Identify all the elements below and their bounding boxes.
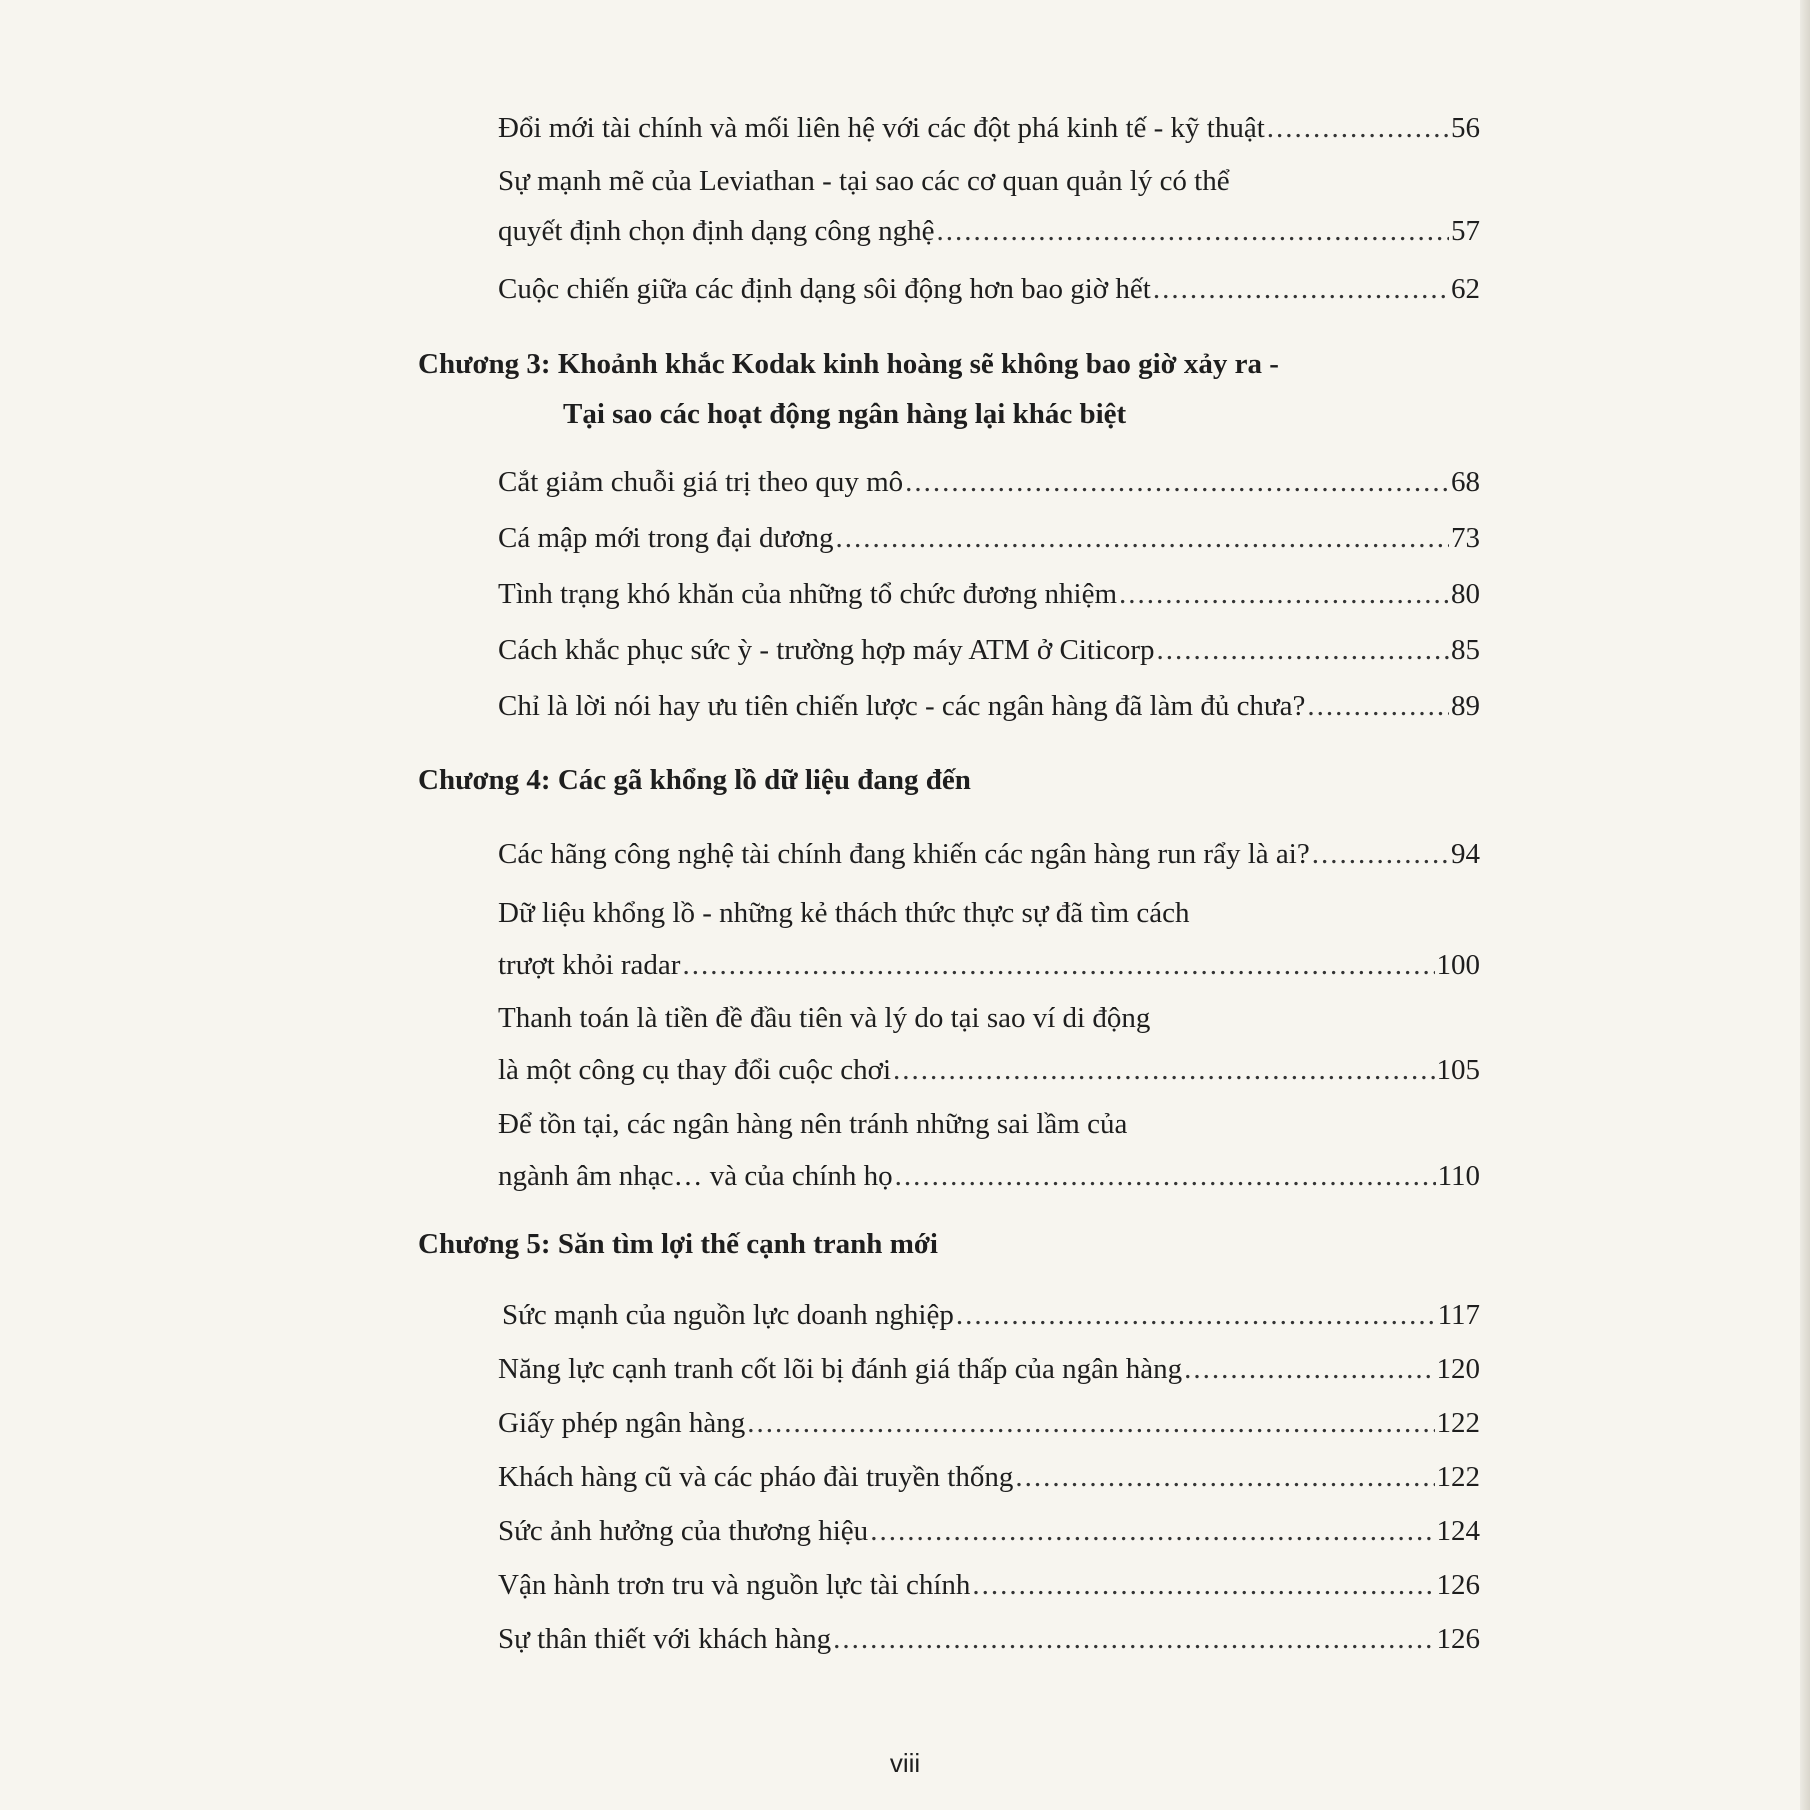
toc-entry-title: Cắt giảm chuỗi giá trị theo quy mô bbox=[498, 466, 904, 498]
toc-page-number: 124 bbox=[1436, 1515, 1480, 1547]
toc-entry-title: Vận hành trơn tru và nguồn lực tài chính bbox=[498, 1569, 971, 1601]
toc-entry-title: là một công cụ thay đổi cuộc chơi bbox=[498, 1054, 892, 1086]
toc-entry-title: trượt khỏi radar bbox=[498, 949, 681, 981]
toc-entry bbox=[498, 454, 1480, 510]
toc-entry bbox=[502, 1287, 1480, 1343]
toc-entry bbox=[498, 678, 1480, 734]
toc-entry-title: Giấy phép ngân hàng bbox=[498, 1407, 746, 1439]
toc-entry-title: Sức ảnh hưởng của thương hiệu bbox=[498, 1515, 869, 1547]
toc-entry-title: Cách khắc phục sức ỳ - trường hợp máy ATM ở Citicorp bbox=[498, 634, 1155, 666]
toc-page-number: 68 bbox=[1451, 466, 1480, 498]
toc-entry-title-line1: Dữ liệu khổng lồ - những kẻ thách thức thực sự đã tìm cách bbox=[498, 897, 1190, 929]
toc-entry-title: Các hãng công nghệ tài chính đang khiến các ngân hàng run rẩy là ai? bbox=[498, 838, 1310, 870]
toc-entry-title: Năng lực cạnh tranh cốt lõi bị đánh giá thấp của ngân hàng bbox=[498, 1353, 1183, 1385]
toc-entry-title-line1: Để tồn tại, các ngân hàng nên tránh những sai lầm của bbox=[498, 1108, 1128, 1140]
toc-entry-title: Tình trạng khó khăn của những tổ chức đương nhiệm bbox=[498, 578, 1117, 610]
toc-entry-title: quyết định chọn định dạng công nghệ bbox=[498, 215, 935, 247]
toc-page-number: 62 bbox=[1451, 273, 1480, 305]
toc-entry-title: Cuộc chiến giữa các định dạng sôi động hơn bao giờ hết bbox=[498, 273, 1151, 305]
toc-entry bbox=[498, 100, 1480, 156]
chapter-subtitle: Tại sao các hoạt động ngân hàng lại khác biệt bbox=[563, 398, 1127, 430]
toc-entry-title: Sức mạnh của nguồn lực doanh nghiệp bbox=[502, 1299, 954, 1331]
toc-page-number: 122 bbox=[1436, 1407, 1480, 1439]
toc-page-number: 126 bbox=[1436, 1623, 1480, 1655]
toc-page-number: 57 bbox=[1451, 215, 1480, 247]
toc-page-number: 56 bbox=[1451, 112, 1480, 144]
toc-page-number: 105 bbox=[1436, 1054, 1480, 1086]
toc-entry bbox=[498, 992, 1480, 1096]
toc-entry bbox=[498, 622, 1480, 678]
toc-entry bbox=[498, 1395, 1480, 1451]
chapter-title: Chương 3: Khoảnh khắc Kodak kinh hoàng sẽ không bao giờ xảy ra - bbox=[418, 348, 1279, 380]
toc-page-number: 122 bbox=[1436, 1461, 1480, 1493]
toc-page-number: 126 bbox=[1436, 1569, 1480, 1601]
toc-entry-title: Cá mập mới trong đại dương bbox=[498, 522, 834, 554]
toc-entry bbox=[498, 1611, 1480, 1667]
toc-entry-title: Sự thân thiết với khách hàng bbox=[498, 1623, 832, 1655]
toc-page-number: 117 bbox=[1437, 1299, 1480, 1331]
toc-entry bbox=[498, 1341, 1480, 1397]
toc-entry-title: Đổi mới tài chính và mối liên hệ với các đột phá kinh tế - kỹ thuật bbox=[498, 112, 1265, 144]
toc-page-number: 89 bbox=[1451, 690, 1480, 722]
toc-entry bbox=[498, 826, 1480, 882]
toc-entry bbox=[498, 510, 1480, 566]
toc-entry-title-line1: Sự mạnh mẽ của Leviathan - tại sao các cơ quan quản lý có thể bbox=[498, 165, 1230, 197]
toc-entry bbox=[498, 1503, 1480, 1559]
chapter-heading bbox=[418, 1219, 1518, 1269]
toc-page-number: 100 bbox=[1436, 949, 1480, 981]
toc-entry-title: ngành âm nhạc… và của chính họ bbox=[498, 1160, 893, 1192]
toc-page-number: 94 bbox=[1451, 838, 1480, 870]
chapter-title: Chương 4: Các gã khổng lồ dữ liệu đang đến bbox=[418, 764, 971, 796]
toc-entry-title: Khách hàng cũ và các pháo đài truyền thống bbox=[498, 1461, 1014, 1493]
toc-page-number: 110 bbox=[1437, 1160, 1480, 1192]
page-number: viii bbox=[889, 1748, 921, 1778]
toc-page-number: 80 bbox=[1451, 578, 1480, 610]
toc-entry-title-line1: Thanh toán là tiền đề đầu tiên và lý do tại sao ví di động bbox=[498, 1002, 1151, 1034]
toc-entry bbox=[498, 1557, 1480, 1613]
chapter-heading bbox=[418, 339, 1518, 439]
toc-entry bbox=[498, 1449, 1480, 1505]
toc-entry-title: Chỉ là lời nói hay ưu tiên chiến lược - các ngân hàng đã làm đủ chưa? bbox=[498, 690, 1306, 722]
toc-page-number: 73 bbox=[1451, 522, 1480, 554]
toc-entry bbox=[498, 156, 1480, 256]
chapter-title: Chương 5: Săn tìm lợi thế cạnh tranh mới bbox=[418, 1228, 938, 1260]
toc-entry bbox=[498, 1098, 1480, 1202]
toc-page-number: 120 bbox=[1436, 1353, 1480, 1385]
chapter-heading bbox=[418, 755, 1518, 805]
toc-entry bbox=[498, 887, 1480, 991]
toc-page-number: 85 bbox=[1451, 634, 1480, 666]
toc-entry bbox=[498, 261, 1480, 317]
toc-entry bbox=[498, 566, 1480, 622]
page-edge bbox=[1800, 0, 1810, 1810]
